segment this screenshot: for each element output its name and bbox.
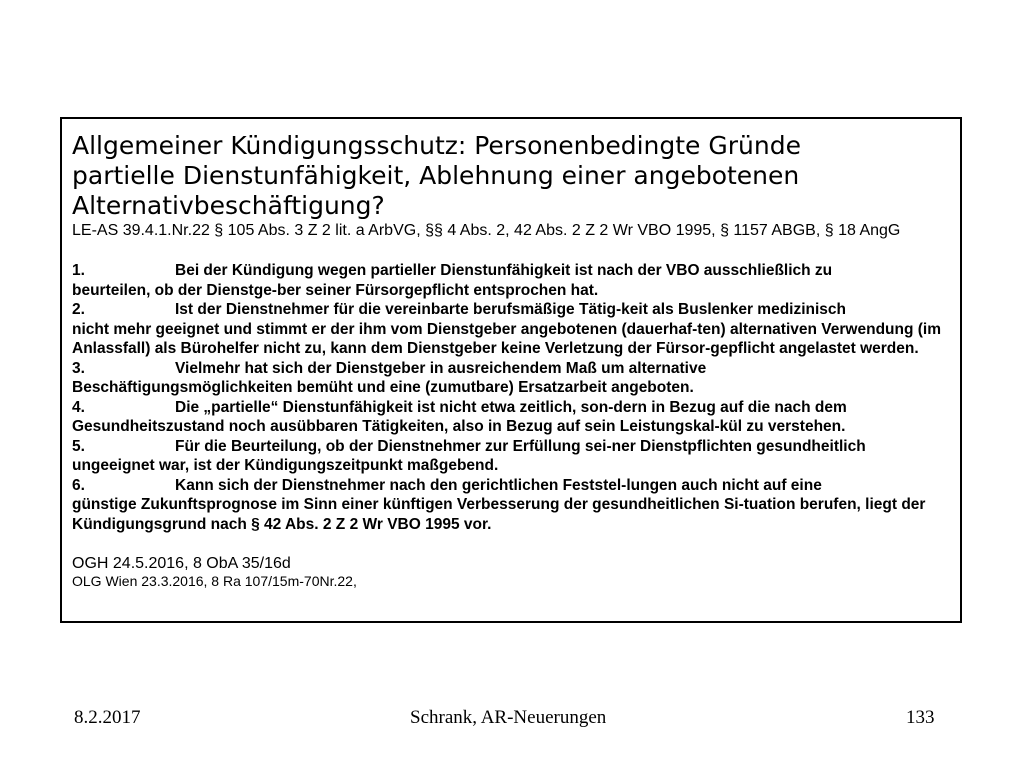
court-reference-olg: OLG Wien 23.3.2016, 8 Ra 107/15m-70Nr.22,	[72, 573, 357, 589]
footer-date: 8.2.2017	[74, 707, 141, 728]
title-line-2: partielle Dienstunfähigkeit, Ablehnung einer angebotenen	[72, 161, 800, 190]
holding-number: 6.	[72, 476, 85, 494]
holding-number: 5.	[72, 437, 85, 455]
holding-3	[72, 359, 950, 398]
holding-continuation: ungeeignet war, ist der Kündigungszeitpunkt maßgebend.	[72, 457, 499, 474]
court-reference-ogh: OGH 24.5.2016, 8 ObA 35/16d	[72, 555, 291, 572]
holding-4	[72, 398, 950, 437]
title-line-1: Allgemeiner Kündigungsschutz: Personenbedingte Gründe	[72, 131, 801, 160]
holding-continuation: Gesundheitszustand noch ausübbaren Tätigkeiten, also in Bezug auf sein Leistungskal-kül zu verstehen.	[72, 418, 846, 435]
holding-text: Für die Beurteilung, ob der Dienstnehmer zur Erfüllung sei-ner Dienstpflichten gesundheitlich	[175, 437, 866, 455]
holding-continuation: Beschäftigungsmöglichkeiten bemüht und eine (zumutbare) Ersatzarbeit angeboten.	[72, 379, 694, 396]
holding-continuation: nicht mehr geeignet und stimmt er der ihm vom Dienstgeber angebotenen (dauerhaf-ten) alternativen Verwendung (im Anlassfall) als Bürohelfer nicht zu, kann dem Dienstgeber keine Verletzung der Fürsor-gepflicht angelastet werden.	[72, 320, 941, 357]
holding-continuation: günstige Zukunftsprognose im Sinn einer künftigen Verbesserung der gesundheitlichen Si-tuation berufen, liegt der Kündigungsgrund nach § 42 Abs. 2 Z 2 Wr VBO 1995 vor.	[72, 496, 926, 533]
footer-page-number: 133	[906, 707, 935, 728]
content-box	[60, 117, 962, 623]
holding-text: Die „partielle“ Dienstunfähigkeit ist nicht etwa zeitlich, son-dern in Bezug auf die nach dem	[175, 398, 847, 416]
holding-text: Bei der Kündigung wegen partieller Dienstunfähigkeit ist nach der VBO ausschließlich zu	[175, 262, 833, 279]
holding-5	[72, 437, 950, 476]
legal-citation: LE-AS 39.4.1.Nr.22 § 105 Abs. 3 Z 2 lit. a ArbVG, §§ 4 Abs. 2, 42 Abs. 2 Z 2 Wr VBO 1995, § 1157 ABGB, § 18 AngG	[72, 222, 901, 239]
holding-number: 4.	[72, 398, 85, 416]
holdings-list	[72, 261, 950, 534]
holding-number: 1.	[72, 262, 85, 279]
holding-continuation: beurteilen, ob der Dienstge-ber seiner Fürsorgepflicht entsprochen hat.	[72, 281, 599, 299]
holding-text: Vielmehr hat sich der Dienstgeber in ausreichendem Maß um alternative	[175, 359, 707, 377]
holding-6	[72, 476, 950, 535]
holding-number: 2.	[72, 301, 85, 318]
holding-2	[72, 300, 950, 359]
footer-author: Schrank, AR-Neuerungen	[410, 707, 607, 728]
slide-title	[72, 131, 950, 221]
title-line-3: Alternativbeschäftigung?	[72, 191, 385, 220]
court-references	[72, 554, 950, 590]
holding-text: Ist der Dienstnehmer für die vereinbarte berufsmäßige Tätig-keit als Buslenker medizinisch	[175, 301, 847, 318]
holding-number: 3.	[72, 359, 85, 377]
holding-1	[72, 261, 950, 300]
holding-text: Kann sich der Dienstnehmer nach den gerichtlichen Feststel-lungen auch nicht auf eine	[175, 476, 822, 494]
